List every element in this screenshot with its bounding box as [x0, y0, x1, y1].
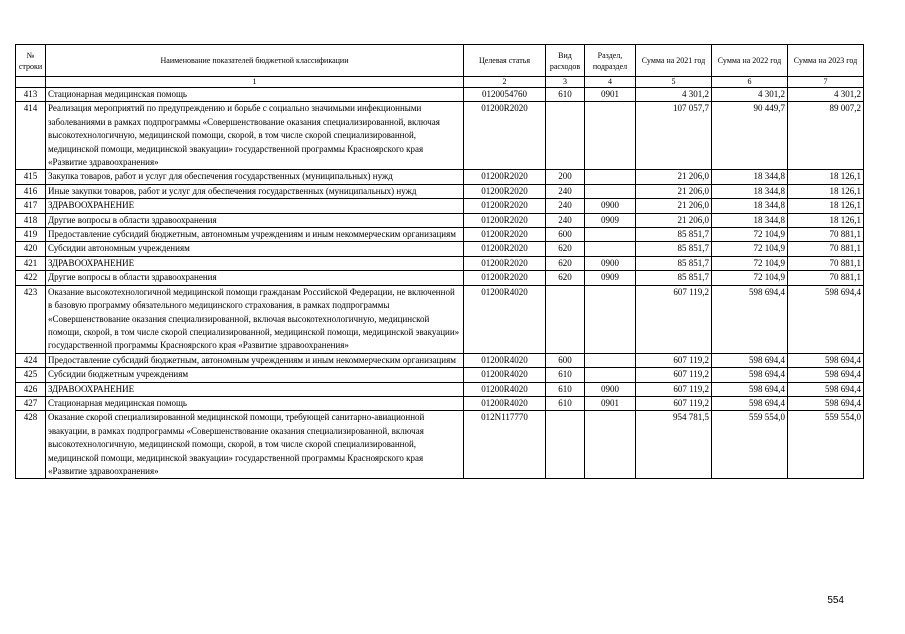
- section-code: [585, 368, 636, 382]
- expense-type-code: 200: [546, 170, 585, 184]
- target-article-code: 01200R2020: [464, 228, 546, 242]
- expense-type-code: 600: [546, 353, 585, 367]
- header-name: Наименование показателей бюджетной классификации: [46, 45, 464, 77]
- section-code: [585, 102, 636, 170]
- indicator-name: ЗДРАВООХРАНЕНИЕ: [46, 382, 464, 396]
- indicator-name: Оказание высокотехнологичной медицинской помощи гражданам Российской Федерации, не включенной в базовую программу обязательного медицинского страхования, в рамках подпрограммы «Совершенствование оказания специализированной, включая высокотехнологичную, медицинской помощи, скорой, в том числе скорой специализированной, медицинской помощи, медицинской эвакуации» государственной программы Красноярского края «Развитие здравоохранения»: [46, 285, 464, 353]
- sum-2021: 954 781,5: [636, 411, 712, 479]
- target-article-code: 01200R2020: [464, 256, 546, 270]
- table-row: [16, 396, 864, 410]
- sum-2022: 18 344,8: [712, 199, 788, 213]
- section-code: 0900: [585, 382, 636, 396]
- expense-type-code: [546, 102, 585, 170]
- budget-table: [15, 44, 864, 479]
- table-row: [16, 256, 864, 270]
- target-article-code: 01200R4020: [464, 353, 546, 367]
- sum-2023: 598 694,4: [788, 285, 864, 353]
- sum-2022: 72 104,9: [712, 271, 788, 285]
- header-sum-2022: Сумма на 2022 год: [712, 45, 788, 77]
- column-number: 3: [546, 77, 585, 88]
- section-code: [585, 285, 636, 353]
- row-number: 425: [16, 368, 46, 382]
- expense-type-code: 620: [546, 271, 585, 285]
- row-number: 415: [16, 170, 46, 184]
- indicator-name: Другие вопросы в области здравоохранения: [46, 271, 464, 285]
- section-code: 0909: [585, 271, 636, 285]
- section-code: [585, 170, 636, 184]
- indicator-name: ЗДРАВООХРАНЕНИЕ: [46, 256, 464, 270]
- sum-2022: 598 694,4: [712, 285, 788, 353]
- header-row-no: № строки: [16, 45, 46, 77]
- target-article-code: 012N117770: [464, 411, 546, 479]
- target-article-code: 01200R4020: [464, 382, 546, 396]
- target-article-code: 01200R2020: [464, 199, 546, 213]
- row-number: 423: [16, 285, 46, 353]
- header-sum-2021: Сумма на 2021 год: [636, 45, 712, 77]
- sum-2023: 70 881,1: [788, 242, 864, 256]
- sum-2022: 72 104,9: [712, 256, 788, 270]
- row-number: 421: [16, 256, 46, 270]
- row-number: 428: [16, 411, 46, 479]
- section-code: 0901: [585, 88, 636, 102]
- column-number: 4: [585, 77, 636, 88]
- table-row: [16, 271, 864, 285]
- row-number: 419: [16, 228, 46, 242]
- target-article-code: 01200R2020: [464, 102, 546, 170]
- sum-2023: 598 694,4: [788, 368, 864, 382]
- target-article-code: 0120054760: [464, 88, 546, 102]
- sum-2022: 559 554,0: [712, 411, 788, 479]
- target-article-code: 01200R2020: [464, 271, 546, 285]
- section-code: [585, 228, 636, 242]
- expense-type-code: [546, 285, 585, 353]
- sum-2022: 90 449,7: [712, 102, 788, 170]
- table-row: [16, 242, 864, 256]
- sum-2023: 70 881,1: [788, 271, 864, 285]
- expense-type-code: 610: [546, 382, 585, 396]
- indicator-name: ЗДРАВООХРАНЕНИЕ: [46, 199, 464, 213]
- indicator-name: Стационарная медицинская помощь: [46, 88, 464, 102]
- table-row: [16, 88, 864, 102]
- sum-2021: 21 206,0: [636, 170, 712, 184]
- expense-type-code: 610: [546, 396, 585, 410]
- column-number: 7: [788, 77, 864, 88]
- table-row: [16, 213, 864, 227]
- row-number: 420: [16, 242, 46, 256]
- sum-2021: 607 119,2: [636, 368, 712, 382]
- sum-2023: 89 007,2: [788, 102, 864, 170]
- sum-2021: 21 206,0: [636, 184, 712, 198]
- table-row: [16, 285, 864, 353]
- indicator-name: Стационарная медицинская помощь: [46, 396, 464, 410]
- section-code: 0901: [585, 396, 636, 410]
- row-number: 426: [16, 382, 46, 396]
- section-code: [585, 353, 636, 367]
- target-article-code: 01200R4020: [464, 368, 546, 382]
- indicator-name: Оказание скорой специализированной медицинской помощи, требующей санитарно-авиационной эвакуации, в рамках подпрограммы «Совершенствование оказания специализированной, включая высокотехнологичную, медицинской помощи, скорой, в том числе скорой специализированной, медицинской помощи, медицинской эвакуации» государственной программы Красноярского края «Развитие здравоохранения»: [46, 411, 464, 479]
- expense-type-code: 620: [546, 242, 585, 256]
- section-code: [585, 184, 636, 198]
- target-article-code: 01200R2020: [464, 170, 546, 184]
- indicator-name: Предоставление субсидий бюджетным, автономным учреждениям и иным некоммерческим организациям: [46, 228, 464, 242]
- sum-2022: 18 344,8: [712, 170, 788, 184]
- sum-2023: 18 126,1: [788, 170, 864, 184]
- sum-2021: 21 206,0: [636, 213, 712, 227]
- indicator-name: Реализация мероприятий по предупреждению и борьбе с социально значимыми инфекционными заболеваниями в рамках подпрограммы «Совершенствование оказания специализированной, включая высокотехнологичную, медицинской помощи, скорой, в том числе скорой специализированной, медицинской помощи, медицинской эвакуации» государственной программы Красноярского края «Развитие здравоохранения»: [46, 102, 464, 170]
- sum-2021: 607 119,2: [636, 382, 712, 396]
- expense-type-code: [546, 411, 585, 479]
- sum-2021: 607 119,2: [636, 353, 712, 367]
- sum-2021: 4 301,2: [636, 88, 712, 102]
- expense-type-code: 610: [546, 368, 585, 382]
- sum-2023: 18 126,1: [788, 184, 864, 198]
- header-expense-type: Вид расходов: [546, 45, 585, 77]
- target-article-code: 01200R4020: [464, 396, 546, 410]
- table-row: [16, 411, 864, 479]
- table-row: [16, 382, 864, 396]
- section-code: [585, 242, 636, 256]
- sum-2023: 559 554,0: [788, 411, 864, 479]
- column-number: 5: [636, 77, 712, 88]
- indicator-name: Другие вопросы в области здравоохранения: [46, 213, 464, 227]
- sum-2023: 598 694,4: [788, 396, 864, 410]
- section-code: 0909: [585, 213, 636, 227]
- sum-2021: 607 119,2: [636, 285, 712, 353]
- expense-type-code: 620: [546, 256, 585, 270]
- sum-2022: 598 694,4: [712, 353, 788, 367]
- target-article-code: 01200R2020: [464, 213, 546, 227]
- sum-2021: 85 851,7: [636, 228, 712, 242]
- sum-2023: 70 881,1: [788, 228, 864, 242]
- row-number: 416: [16, 184, 46, 198]
- header-sum-2023: Сумма на 2023 год: [788, 45, 864, 77]
- expense-type-code: 240: [546, 213, 585, 227]
- row-number: 422: [16, 271, 46, 285]
- table-row: [16, 199, 864, 213]
- table-row: [16, 353, 864, 367]
- row-number: 424: [16, 353, 46, 367]
- header-target-article: Целевая статья: [464, 45, 546, 77]
- table-row: [16, 368, 864, 382]
- page-number: 554: [827, 595, 844, 606]
- column-number: 1: [46, 77, 464, 88]
- sum-2022: 18 344,8: [712, 213, 788, 227]
- sum-2022: 598 694,4: [712, 368, 788, 382]
- target-article-code: 01200R2020: [464, 242, 546, 256]
- row-number: 413: [16, 88, 46, 102]
- sum-2022: 72 104,9: [712, 242, 788, 256]
- row-number: 427: [16, 396, 46, 410]
- table-row: [16, 102, 864, 170]
- expense-type-code: 610: [546, 88, 585, 102]
- sum-2023: 598 694,4: [788, 353, 864, 367]
- sum-2021: 85 851,7: [636, 271, 712, 285]
- sum-2021: 85 851,7: [636, 242, 712, 256]
- column-number: 6: [712, 77, 788, 88]
- sum-2021: 607 119,2: [636, 396, 712, 410]
- column-number: 2: [464, 77, 546, 88]
- table-header: [16, 45, 864, 77]
- sum-2021: 107 057,7: [636, 102, 712, 170]
- section-code: 0900: [585, 199, 636, 213]
- row-number: 417: [16, 199, 46, 213]
- sum-2021: 85 851,7: [636, 256, 712, 270]
- indicator-name: Субсидии бюджетным учреждениям: [46, 368, 464, 382]
- sum-2023: 70 881,1: [788, 256, 864, 270]
- sum-2022: 598 694,4: [712, 396, 788, 410]
- sum-2022: 18 344,8: [712, 184, 788, 198]
- row-number: 414: [16, 102, 46, 170]
- table-row: [16, 170, 864, 184]
- expense-type-code: 600: [546, 228, 585, 242]
- column-number-row: [16, 77, 864, 88]
- sum-2022: 72 104,9: [712, 228, 788, 242]
- indicator-name: Субсидии автономным учреждениям: [46, 242, 464, 256]
- row-number: 418: [16, 213, 46, 227]
- sum-2023: 4 301,2: [788, 88, 864, 102]
- sum-2021: 21 206,0: [636, 199, 712, 213]
- table-body: [16, 77, 864, 479]
- sum-2022: 4 301,2: [712, 88, 788, 102]
- table-row: [16, 228, 864, 242]
- indicator-name: Закупка товаров, работ и услуг для обеспечения государственных (муниципальных) нужд: [46, 170, 464, 184]
- section-code: [585, 411, 636, 479]
- sum-2023: 18 126,1: [788, 199, 864, 213]
- expense-type-code: 240: [546, 184, 585, 198]
- indicator-name: Предоставление субсидий бюджетным, автономным учреждениям и иным некоммерческим организациям: [46, 353, 464, 367]
- section-code: 0900: [585, 256, 636, 270]
- sum-2022: 598 694,4: [712, 382, 788, 396]
- sum-2023: 598 694,4: [788, 382, 864, 396]
- table-row: [16, 184, 864, 198]
- column-number: [16, 77, 46, 88]
- sum-2023: 18 126,1: [788, 213, 864, 227]
- target-article-code: 01200R2020: [464, 184, 546, 198]
- indicator-name: Иные закупки товаров, работ и услуг для обеспечения государственных (муниципальных) нужд: [46, 184, 464, 198]
- header-section: Раздел, подраздел: [585, 45, 636, 77]
- target-article-code: 01200R4020: [464, 285, 546, 353]
- expense-type-code: 240: [546, 199, 585, 213]
